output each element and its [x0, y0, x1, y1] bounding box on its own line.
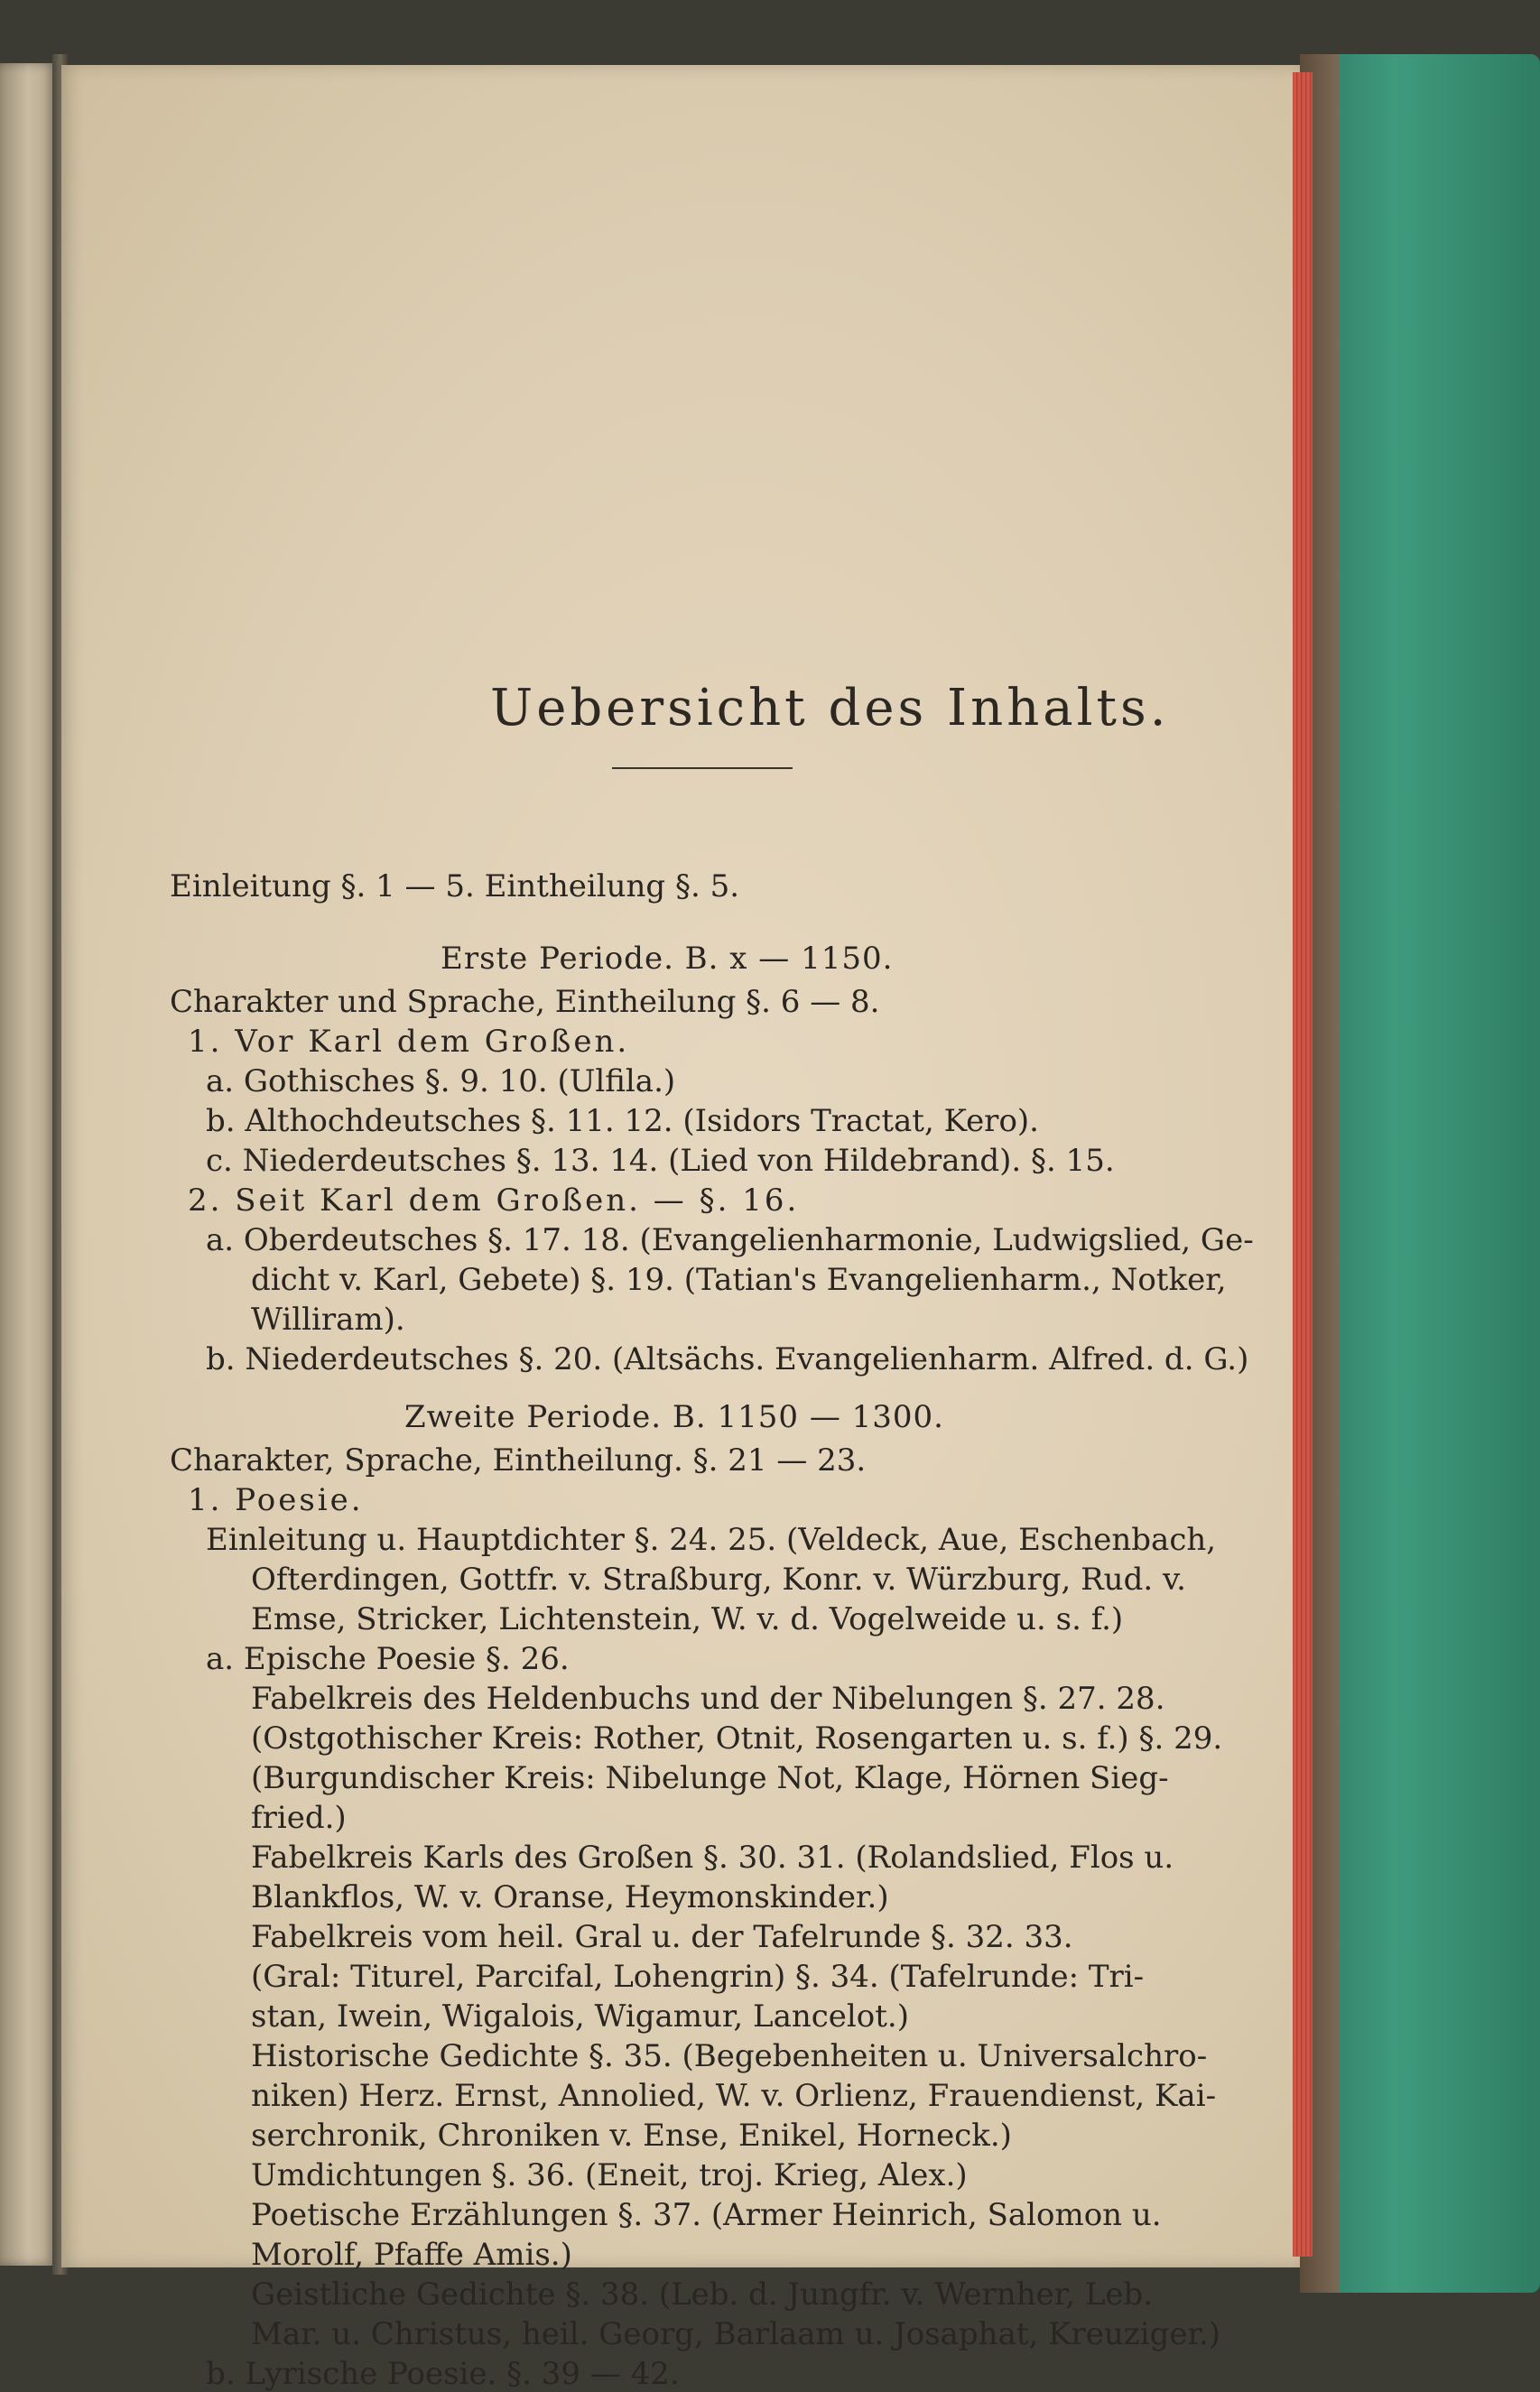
toc-line: dicht v. Karl, Gebete) §. 19. (Tatian's Evangelienharm., Notker,	[251, 1262, 1227, 1298]
page-title: Uebersicht des Inhalts.	[490, 679, 1170, 737]
toc-line: Fabelkreis vom heil. Gral u. der Tafelrunde §. 32. 33.	[251, 1919, 1073, 1955]
toc-line: a. Oberdeutsches §. 17. 18. (Evangelienharmonie, Ludwigslied, Ge-	[206, 1222, 1254, 1258]
red-page-edges	[1293, 72, 1313, 2257]
toc-line: Williram).	[251, 1302, 405, 1338]
toc-line: serchronik, Chroniken v. Ense, Enikel, Horneck.)	[251, 2118, 1012, 2154]
toc-line: Fabelkreis Karls des Großen §. 30. 31. (Rolandslied, Flos u.	[251, 1840, 1174, 1876]
toc-line: (Ostgothischer Kreis: Rother, Otnit, Rosengarten u. s. f.) §. 29.	[251, 1720, 1223, 1757]
toc-line: Charakter und Sprache, Eintheilung §. 6 — 8.	[170, 984, 880, 1020]
toc-line: 1. Poesie.	[188, 1482, 364, 1518]
toc-line: Blankflos, W. v. Oranse, Heymonskinder.)	[251, 1879, 889, 1915]
toc-line: fried.)	[251, 1800, 347, 1836]
title-rule	[612, 767, 793, 769]
toc-line: Fabelkreis des Heldenbuchs und der Nibelungen §. 27. 28.	[251, 1681, 1165, 1717]
toc-line: Emse, Stricker, Lichtenstein, W. v. d. Vogelweide u. s. f.)	[251, 1601, 1124, 1637]
toc-line: b. Niederdeutsches §. 20. (Altsächs. Evangelienharm. Alfred. d. G.)	[206, 1341, 1249, 1377]
toc-line: a. Epische Poesie §. 26.	[206, 1641, 570, 1677]
toc-line: 1. Vor Karl dem Großen.	[188, 1024, 630, 1060]
toc-line: stan, Iwein, Wigalois, Wigamur, Lancelot.)	[251, 1998, 909, 2035]
toc-line: c. Niederdeutsches §. 13. 14. (Lied von Hildebrand). §. 15.	[206, 1143, 1115, 1179]
toc-line: Morolf, Pfaffe Amis.)	[251, 2237, 572, 2273]
toc-line: Umdichtungen §. 36. (Eneit, troj. Krieg, Alex.)	[251, 2157, 968, 2193]
toc-line: (Burgundischer Kreis: Nibelunge Not, Klage, Hörnen Sieg-	[251, 1760, 1169, 1796]
toc-line: niken) Herz. Ernst, Annolied, W. v. Orlienz, Frauendienst, Kai-	[251, 2078, 1217, 2114]
toc-line: Einleitung §. 1 — 5. Eintheilung §. 5.	[170, 868, 740, 904]
toc-line: Poetische Erzählungen §. 37. (Armer Heinrich, Salomon u.	[251, 2197, 1162, 2233]
toc-line: Mar. u. Christus, heil. Georg, Barlaam u. Josaphat, Kreuziger.)	[251, 2316, 1221, 2352]
period-heading: Erste Periode. B. x — 1150.	[441, 941, 894, 977]
toc-line: Historische Gedichte §. 35. (Begebenheiten u. Universalchro-	[251, 2038, 1208, 2074]
toc-line: a. Gothisches §. 9. 10. (Ulfila.)	[206, 1063, 676, 1099]
toc-line: b. Althochdeutsches §. 11. 12. (Isidors Tractat, Kero).	[206, 1103, 1039, 1139]
toc-line: (Gral: Titurel, Parcifal, Lohengrin) §. 34. (Tafelrunde: Tri-	[251, 1959, 1145, 1995]
toc-line: Einleitung u. Hauptdichter §. 24. 25. (Veldeck, Aue, Eschenbach,	[206, 1522, 1217, 1558]
toc-line: b. Lyrische Poesie. §. 39 — 42.	[206, 2356, 680, 2392]
page	[61, 65, 1300, 2392]
toc-line: Ofterdingen, Gottfr. v. Straßburg, Konr. v. Würzburg, Rud. v.	[251, 1562, 1186, 1598]
toc-line: 2. Seit Karl dem Großen. — §. 16.	[188, 1182, 800, 1219]
left-page-edge	[0, 63, 56, 2266]
toc-line: Geistliche Gedichte §. 38. (Leb. d. Jungfr. v. Wernher, Leb.	[251, 2276, 1154, 2313]
period-heading: Zweite Periode. B. 1150 — 1300.	[404, 1399, 944, 1435]
toc-line: Charakter, Sprache, Eintheilung. §. 21 — 23.	[170, 1442, 867, 1479]
